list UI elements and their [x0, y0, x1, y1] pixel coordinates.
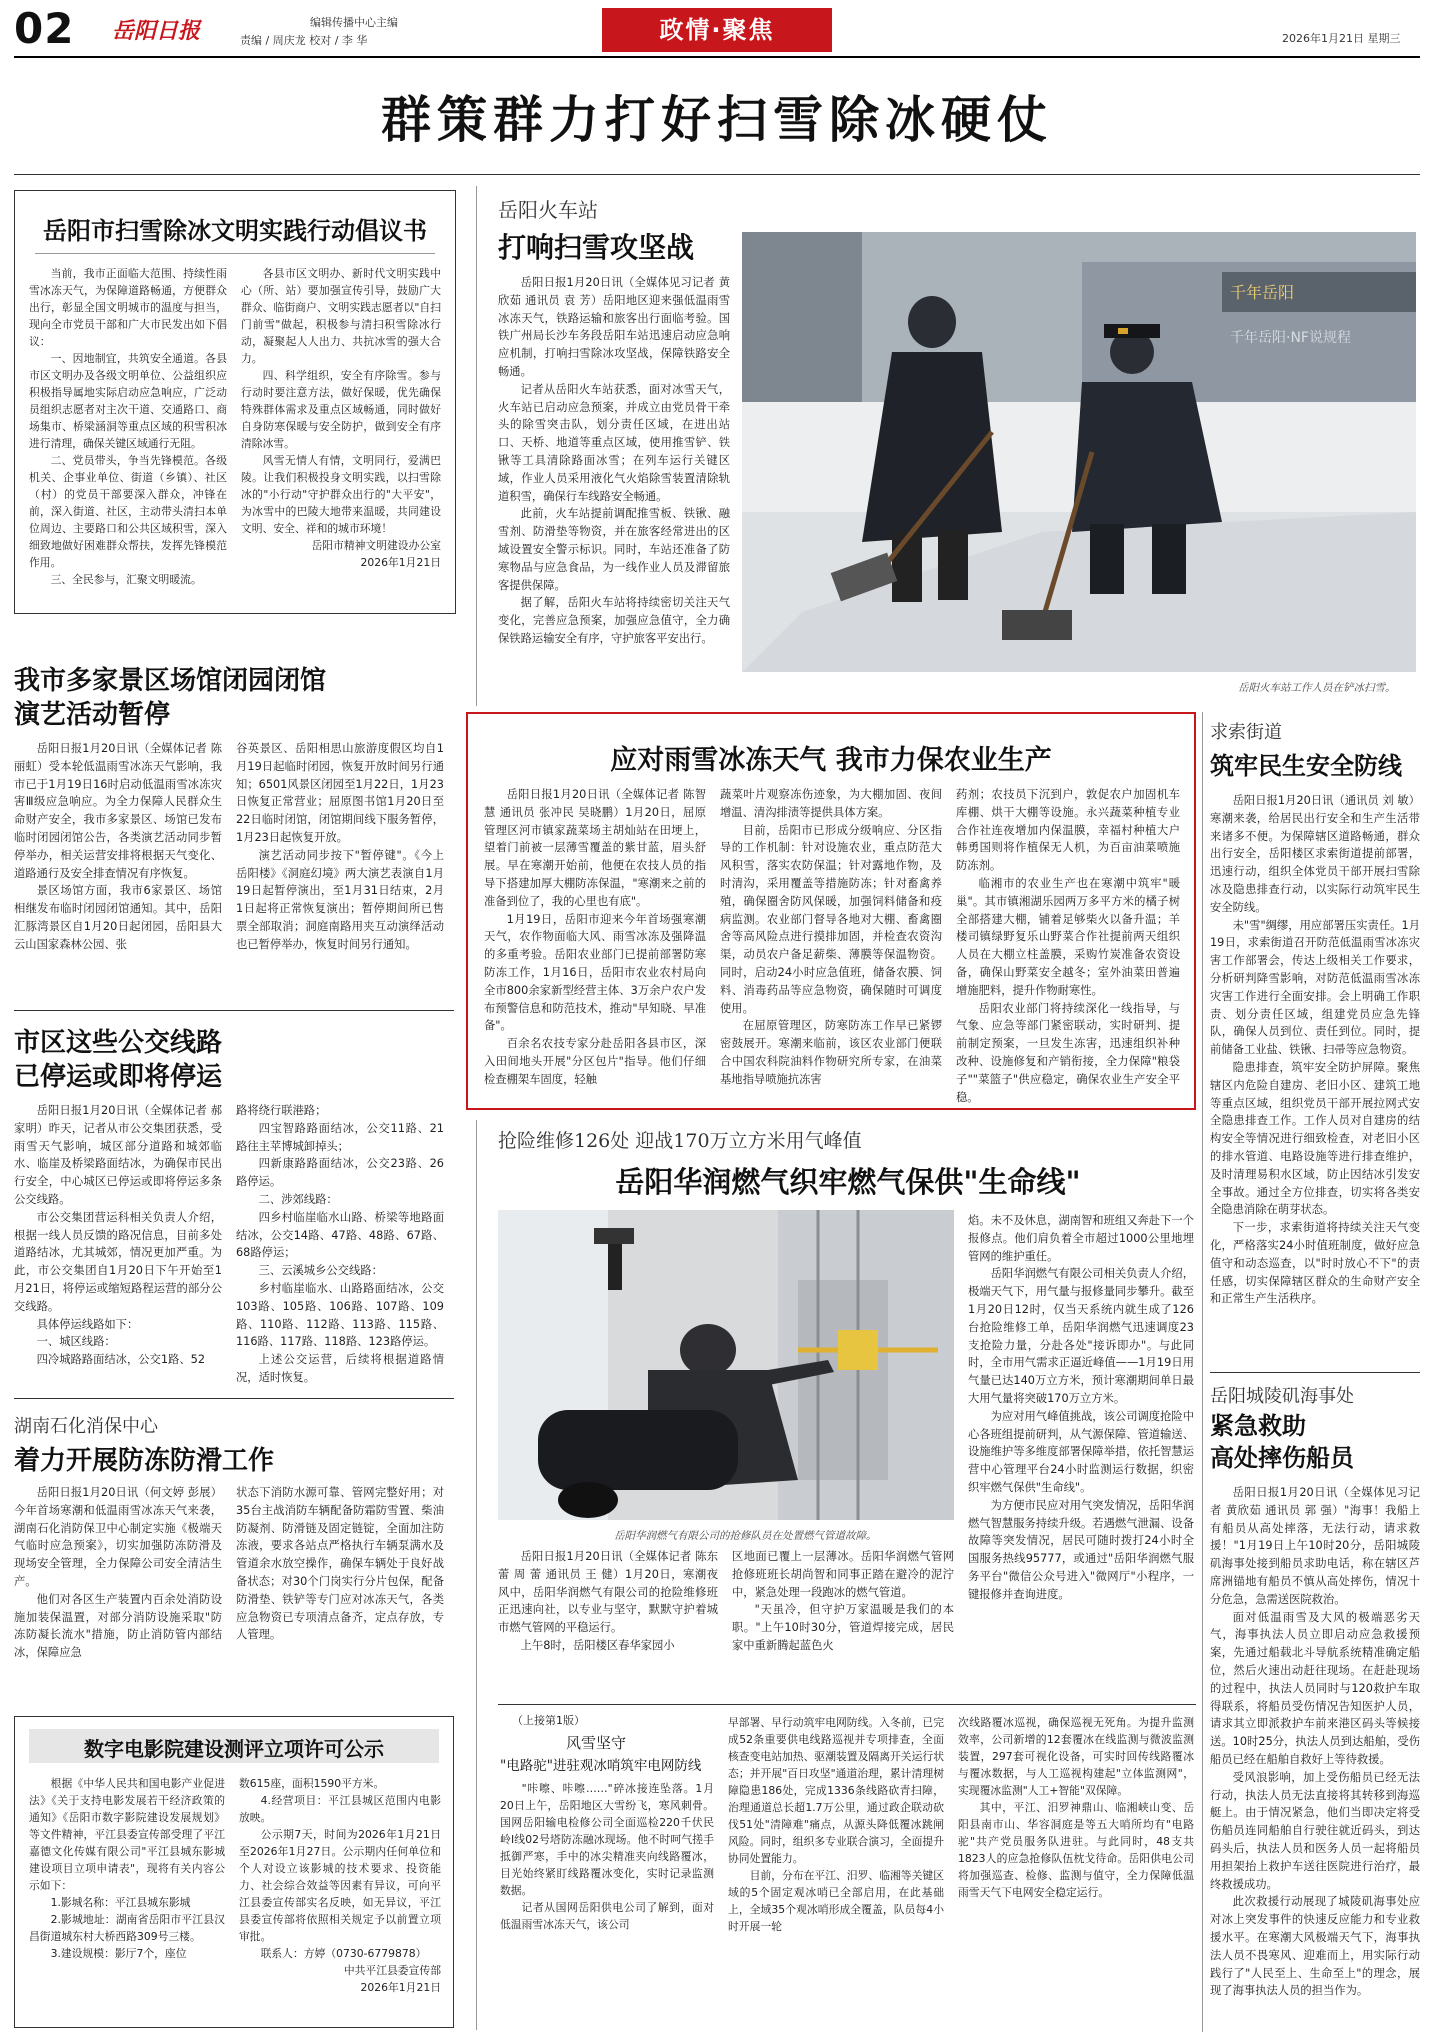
- grid-col-1: "咔嚓、咔嚓……"碎冰接连坠落。1月20日上午，岳阳地区大雪纷飞，寒风刺骨。国网岳阳输电检修公司全面巡检220千伏民岭I线02号塔防冻融冰现场。他不时呵气搓手抵御严寒，手中的冰尖精准夹向线路覆冰，目光始终紧盯线路覆冰变化，实时记录监测数据。 记者从国网岳阳供电公司了解到，面对低温雨雪冰冻天气，该公司: [500, 1782, 714, 1931]
- bus-col-1: 岳阳日报1月20日讯（全媒体记者 郝家明）昨天，记者从市公交集团获悉，受雨雪天气影响，城区部分道路和城郊临水、临崖及桥梁路面结冰，为确保市民出行安全，中心城区已停运或即将停运多条公交线路。 市公交集团营运科相关负责人介绍，根据一线人员反馈的路况信息，目前多处道路结冰，尤其城郊，情况更加严重。为此，市公交集团自1月20日下午开始至1月21日，将停运或缩短路程运营的部分公交线路。 具体停运线路如下： 一、城区线路： 四冷城路路面结冰，公交1路、52: [14, 1104, 222, 1367]
- grid-col-3: 次线路覆冰巡视，确保巡视无死角。为提升监测效率，公司新增的12套覆冰在线监测与微波监测装置，297套可视化设备，可实时回传线路覆冰与覆冰数据，与人工巡视构建起"立体监测网"，实现覆冰监测"人工+智能"双保障。 其中，平江、汨罗神鼎山、临湘峡山变、岳阳县南市山、华容洞庭是等五大哨所均有"电路驼"共产党员服务队进驻。与此同时，48支共1823人的应急抢修队伍枕戈待命。岳阳供电公司将加强巡查、检修、监测与值守，全力保障低温雨雪天气下电网安全稳定运行。: [958, 1716, 1194, 1899]
- gas-title: 岳阳华润燃气织牢燃气保供"生命线": [615, 1165, 1081, 1199]
- editor-line-2: 责编 / 周庆龙 校对 / 李 华: [240, 34, 368, 47]
- scenic-title: 我市多家景区场馆闭园闭馆 演艺活动暂停: [14, 666, 327, 730]
- section-title: 政情·聚焦: [659, 16, 775, 44]
- maritime-kicker: 岳阳城陵矶海事处: [1210, 1386, 1354, 1407]
- grid-col-2: 早部署、早行动筑牢电网防线。入冬前，已完成52条重要供电线路巡视并专项排查，全面核查变电站加热、驱潮装置及隔离开关运行状态；并开展"百日攻坚"通道治理，累计清理树障隐患186处，完成1336条线路砍青扫障，治理通道总长超1.7万公里，通过政企联动砍伐51处"清障难"痛点，从源头降低覆冰跳闸风险。同时，组织多专业联合演习，全面提升协同处置能力。 目前，分布在平江、汨罗、临湘等关键区域的5个固定观冰哨已全部启用，在此基础上，全域35个观冰哨形成全覆盖，队员每4小时开展一轮: [728, 1716, 944, 1933]
- proposal-box: [14, 190, 456, 614]
- petro-kicker: 湖南石化消保中心: [14, 1416, 158, 1437]
- cinema-col-1: 根据《中华人民共和国电影产业促进法》《关于支持电影发展若干经济政策的通知》《岳阳市数字影院建设发展规划》等文件精神，平江县委宣传部受理了平江嘉德文化传媒有限公司"平江县城东影城建设项目立项申请表"，现将有关内容公示如下： 1.影城名称：平江县城东影城 2.影城地址：湖南省岳阳市平江县汉昌街道城东村大桥西路309号三楼。 3.建设规模：影厅7个，座位: [29, 1777, 225, 1960]
- gas-bottom-col-1: 岳阳日报1月20日讯（全媒体记者 陈东蕾 周 蕾 通讯员 王 健）1月20日，寒潮夜风中，岳阳华润燃气有限公司的抢险维修班正迅速向社，以专业与坚守，默默守护着城市燃气管网的平稳运行。 上午8时，岳阳楼区春华家园小: [498, 1550, 718, 1652]
- grid-continued: （上接第1版）: [512, 1714, 585, 1727]
- gas-rule: [498, 1704, 1196, 1705]
- bus-rule: [14, 1398, 454, 1399]
- train-kicker: 岳阳火车站: [498, 198, 598, 222]
- petro-col-2: 状态下消防水源可靠、管网完整好用；对35台主战消防车辆配备防霜防雪置、柴油防凝剂、防滑链及固定链锭，全面加注防冻液，要求各站点严格执行车辆泵满水及管道余水放空操作，确保车辆处于良好战备状态；对30个门岗实行分片包保，配备防滑垫、铁铲等专门应对冰冻天气，各类应急物资已专项清点备齐，定点存放，专人管理。: [236, 1486, 444, 1642]
- cinema-title: 数字电影院建设测评立项许可公示: [84, 1737, 384, 1761]
- column-divider-right: [1202, 712, 1203, 2032]
- train-title: 打响扫雪攻坚战: [498, 231, 695, 264]
- qiusuo-body: 岳阳日报1月20日讯（通讯员 刘 敏）寒潮来袭，给居民出行安全和生产生活带来诸多不便。为保障辖区道路畅通，群众出行安全，岳阳楼区求索街道提前部署，迅速行动，组织全体党员干部开展扫雪除冰及隐患排查行动，以实际行动筑牢民生安全防线。 未"雪"绸缪，用应部署压实责任。1月19日，求索街道召开防范低温雨雪冰冻灾害工作部署会，传达上级相关工作要求，分析研判降雪影响，对防范低温雨雪冰冻灾害工作进行全面安排。会上明确工作职责、划分责任区域，组建党员应急先锋队，确保人员到位、责任到位。同时，提前储备工业盐、铁锹、扫帚等应急物资。 隐患排查，筑牢安全防护屏障。聚焦辖区内危险自建房、老旧小区、建筑工地等重点区域，组织党员干部开展拉网式安全隐患排查工作。工作人员对自建房的结构安全等情况进行细致检查，对老旧小区的排水管道、电路设施等进行排查维护，及时清理易积水区域，防止因结冰引发安全事故。通过全方位排查，切实将各类安全隐患消除在萌芽状态。 下一步，求索街道将持续关注天气变化，严格落实24小时值班制度，做好应急值守和动态巡查，以"时时放心不下"的责任感，切实保障辖区群众的生命财产安全和正常生产生活秩序。: [1210, 794, 1420, 1306]
- gas-photo-illustration: [498, 1210, 954, 1520]
- agri-col-3: 药剂；农技员下沉到户，敦促农户加固机车库棚、烘干大棚等设施。永兴蔬菜种植专业合作社连夜增加内保温膜，幸福村种植大户韩勇国则将作植保无人机，为百亩油菜喷施防冻剂。 临湘市的农业生产也在寒潮中筑牢"暖巢"。其市镇湘湖乐园两万多平方米的橘子树全部搭建大棚，铺着足够柴火以备升温；羊楼司镇绿野复乐山野菜合作社提前两天组织人员在大棚立柱盖膜，采购竹炭准备农资设备，确保山野菜安全越冬；室外油菜田普遍增施肥料，提升作物耐寒性。 岳阳农业部门将持续深化一线指导，与气象、应急等部门紧密联动，实时研判、提前制定预案，一旦发生冻害，迅速组织补种改种、设施修复和产销衔接，全力保障"粮袋子""菜篮子"供应稳定，确保农业生产安全平稳。: [956, 788, 1180, 1104]
- proposal-title-rule: [35, 253, 435, 254]
- bus-title: 市区这些公交线路 已停运或即将停运: [14, 1028, 223, 1092]
- main-headline: 群策群力打好扫雪除冰硬仗: [381, 91, 1053, 149]
- paper-name-logo: 岳阳日报: [112, 18, 201, 44]
- gas-bottom-col-2: 区地面已覆上一层薄冰。岳阳华润燃气管网抢修班班长胡尚智和同事正踏在避冷的泥泞中，紧急处理一段跑冰的燃气管道。 "天虽冷，但守护万家温暖是我们的本职。"上午10时30分，管道焊接完成，居民家中重新腾起蓝色火: [732, 1550, 954, 1652]
- agri-box: [466, 712, 1196, 1110]
- qiusuo-rule: [1210, 1372, 1420, 1373]
- grid-title: "电路驼"进驻观冰哨筑牢电网防线: [500, 1758, 702, 1774]
- gas-photo-caption: 岳阳华润燃气有限公司的抢修队员在处置燃气管道故障。: [614, 1530, 877, 1542]
- scenic-col-1: 岳阳日报1月20日讯（全媒体记者 陈丽虹）受本轮低温雨雪冰冻天气影响，我市已于1月19日16时启动低温雨雪冰冻灾害Ⅲ级应急响应。为全力保障人民群众生命财产安全，我市多家景区、场馆已发布临时闭园闭馆公告，各类演艺活动同步暂停举办，相关运营安排将根据天气变化、道路通行及安全排查情况有序恢复。 景区场馆方面，我市6家景区、场馆相继发布临时闭园闭馆通知。其中，岳阳汇豚湾景区自1月20日起闭园，岳阳县大云山国家森林公园、张: [14, 742, 222, 951]
- cinema-box: [14, 1716, 454, 2028]
- petro-title: 着力开展防冻防滑工作: [14, 1446, 275, 1476]
- qiusuo-kicker: 求索街道: [1210, 722, 1282, 743]
- banner-rule: [14, 174, 1420, 175]
- station-sign-2: 千年岳阳·NF说规程: [1230, 330, 1351, 346]
- maritime-title: 紧急救助 高处摔伤船员: [1210, 1412, 1354, 1472]
- train-photo-caption: 岳阳火车站工作人员在铲冰扫雪。: [1238, 682, 1396, 694]
- train-photo: [742, 232, 1416, 672]
- agri-title: 应对雨雪冰冻天气 我市力保农业生产: [610, 745, 1052, 776]
- column-divider-left: [476, 186, 477, 706]
- maritime-body: 岳阳日报1月20日讯（全媒体见习记者 黄欣茹 通讯员 郭 强）"海事！我船上有船员从高处摔落，无法行动，请求救援！"1月19日上午10时20分，岳阳城陵矶海事处接到船员求助电话，称在辖区芦席洲锚地有船员不慎从高处摔伤，情况十分危急，急需送医院救治。 面对低温雨雪及大风的极端恶劣天气，海事执法人员立即启动应急救援预案，先通过船载北斗导航系统精准确定船位，然后火速出动赶往现场。在赶赴现场的过程中，执法人员同时与120救护车取得联系，将船员受伤情况告知医护人员，请求其立即派救护车前来港区码头等候接送。10时25分，执法人员到达船舶，受伤船员已经在船舶自救好上等待救援。 受风浪影响，加上受伤船员已经无法行动，执法人员无法直接将其转移到海巡艇上。由于情况紧急，他们当即决定将受伤船员连同船舶自行驶往就近码头，到达码头后，执法人员和医务人员一起将船员用担架抬上救护车送往医院进行治疗，最终救援成功。 此次救援行动展现了城陵矶海事处应对冰上突发事件的快速反应能力和专业救援水平。在寒潮大风极端天气下，海事执法人员不畏寒风、迎难而上，用实际行动践行了"人民至上、生命至上"的理念，展现了海事执法人员的担当作为。: [1210, 1486, 1420, 1998]
- train-photo-illustration: [742, 232, 1416, 672]
- proposal-title: 岳阳市扫雪除冰文明实践行动倡议书: [43, 217, 427, 245]
- proposal-col-2: 各县市区文明办、新时代文明实践中心（所、站）要加强宣传引导，鼓励广大群众、临街商户、文明实践志愿者以"自扫门前雪"做起，积极参与清扫积雪除冰行动，凝聚起人人出力、共抗冰雪的强大合力。 四、科学组织，安全有序除雪。参与行动时要注意方法，做好保暖，优先确保特殊群体需求及重点区域畅通，同时做好自身防寒保暖与安全防护，做到安全有序清除冰雪。 风雪无情人有情，文明同行，爱满巴陵。让我们积极投身文明实践，以扫雪除冰的"小行动"守护群众出行的"大平安"，为冰雪中的巴陵大地带来温暖，共同建设文明、安全、祥和的城市环境！ 岳阳市精神文明建设办公室 2026年1月21日: [241, 267, 441, 569]
- column-divider-lower-left: [476, 1120, 477, 2030]
- gas-kicker: 抢险维修126处 迎战170万立方米用气峰值: [498, 1130, 862, 1152]
- page-number: 02: [14, 4, 75, 53]
- section-banner: [602, 8, 832, 52]
- cinema-col-2: 数615座，面积1590平方米。 4.经营项目：平江县城区范围内电影放映。 公示期7天，时间为2026年1月21日至2026年1月27日。公示期内任何单位和个人对设立该影城的技术要求、投资能力、社会综合效益等因素有异议，可向平江县委宣传部实名反映，如无异议，平江县委宣传部将依照相关规定予以前置立项审批。 联系人：方婷（0730-6779878） 中共平江县委宣传部 2026年1月21日: [239, 1777, 441, 1994]
- qiusuo-title: 筑牢民生安全防线: [1210, 752, 1402, 780]
- bus-col-2: 路将绕行联港路； 四宝智路路面结冰，公交11路、21路往主苹博城卸掉头； 四新康路路面结冰，公交23路、26路停运。 二、涉郊线路： 四乡村临崖临水山路、桥梁等地路面结冰，公交14路、47路、48路、67路、68路停运； 三、云溪城乡公交线路： 乡村临崖临水、山路路面结冰，公交103路、105路、106路、107路、109路、110路、112路、113路、115路、116路、117路、118路、123路停运。 上述公交运营，后续将根据道路情况，适时恢复。: [236, 1104, 444, 1384]
- petro-col-1: 岳阳日报1月20日讯（何文婷 彭展）今年首场寒潮和低温雨雪冰冻天气来袭，湖南石化消防保卫中心制定实施《极端天气临时应急预案》，切实加强防冻防滑及现场安全管理，全力保障公司安全清洁生产。 他们对各区生产装置内百余处消防设施加装保温置，对部分消防设施采取"防冻防凝长流水"措施，防止消防管内部结冰，保障应急: [14, 1486, 222, 1660]
- agri-col-2: 蔬菜叶片观察冻伤迹象，为大棚加固、夜间增温、清沟排渍等提供具体方案。 目前，岳阳市已形成分级响应、分区指导的工作机制：针对设施农业，重点防范大风积雪，落实农防保温；针对露地作物，及时清沟，采用覆盖等措施防冻；针对畜禽养殖，确保圈舍防风保暖，加强饲料储备和疫病监测。农业部门督导各地对大棚、畜禽圈舍等高风险点进行摸排加固，并检查农资沟渠，动员农户备足薪柴、薄膜等保温物资。同时，启动24小时应急值班，储备农膜、饲料、消毒药品等应急物资，确保随时可调度使用。 在屈原管理区，防寒防冻工作早已紧锣密鼓展开。寒潮来临前，该区农业部门便联合中国农科院油料作物研究所专家，在油菜基地指导喷施抗冻害: [720, 788, 942, 1086]
- agri-col-1: 岳阳日报1月20日讯（全媒体记者 陈智慧 通讯员 张冲民 吴晓鹏）1月20日，屈原管理区河市镇家蔬菜场主胡灿站在田埂上，望着门前被一层薄雪覆盖的紫甘蓝，眉头舒展。早在寒潮开始前，他便在农技人员的指导下搭建加厚大棚防冻保温，"寒潮来之前的准备到位了，我的心里也有底"。 1月19日，岳阳市迎来今年首场强寒潮天气，农作物面临大风、雨雪冰冻及强降温的多重考验。岳阳农业部门已提前部署防寒防冻工作，1月16日，岳阳市农业农村局向全市800余家新型经营主体、3万余户农户发布预警信息和防范技术，推动"早知晓、早准备"。 百余名农技专家分赴岳阳各县市区，深入田间地头开展"分区包片"指导。他们仔细检查棚架车固度，轻触: [484, 788, 706, 1086]
- scenic-rule: [14, 1010, 454, 1011]
- train-body: 岳阳日报1月20日讯（全媒体见习记者 黄欣茹 通讯员 袁 芳）岳阳地区迎来强低温雨雪冰冻天气，铁路运输和旅客出行面临考验。国铁广州局长沙车务段岳阳车站迅速启动应急响应机制，打响扫雪除冰攻坚战，保障铁路安全畅通。 记者从岳阳火车站获悉，面对冰雪天气，火车站已启动应急预案，并成立由党员骨干牵头的除雪突击队，划分责任区域，在进出站口、天桥、地道等重点区域，使用推雪铲、铁锹等工具清除路面冰雪；在列车运行关键区域，作业人员采用液化气火焰除雪装置清除轨道积雪，确保行车线路安全畅通。 此前，火车站提前调配推雪板、铁锹、融雪剂、防滑垫等物资，并在旅客经常进出的区域设置安全警示标识。同时，车站还准备了防寒物品与应急食品，为一线作业人员及滞留旅客提供保障。 据了解，岳阳火车站将持续密切关注天气变化，完善应急预案，加强应急值守，全力确保铁路运输安全有序，守护旅客平安出行。: [498, 276, 730, 645]
- editor-line-1: 编辑传播中心主编: [310, 16, 398, 29]
- masthead-rule: [14, 56, 1420, 58]
- grid-kicker: 风雪坚守: [566, 1734, 627, 1752]
- scenic-col-2: 谷英景区、岳阳相思山旅游度假区均自1月19日起临时闭园，恢复开放时间另行通知；6501风景区闭园至1月22日，1月23日恢复正常营业；屈原图书馆1月20日至22日临时闭馆，闭馆期间线下服务暂停，1月23日起恢复开放。 演艺活动同步按下"暂停键"。《今上岳阳楼》《洞庭幻境》两大演艺表演自1月19日起暂停演出，至1月31日结束，2月1日起将正常恢复演出；暂停期间所已售票全部取消；洞庭南路用夹互动演绎活动也已暂停举办，恢复时间另行通知。: [236, 742, 444, 951]
- gas-photo: [498, 1210, 954, 1520]
- proposal-col-1: 当前，我市正面临大范围、持续性雨雪冰冻天气，为保障道路畅通，方便群众出行，彰显全国文明城市的温度与担当，现向全市党员干部和广大市民发出如下倡议： 一、因地制宜，共筑安全通道。各县市区文明办及各级文明单位、公益组织应积极指导属地实际启动应急响应，广泛动员组织志愿者对主次干道、交通路口、商场集市、桥梁涵洞等重点区域的积雪积冰进行清理，确保关键区域通行无阻。 二、党员带头，争当先锋模范。各级机关、企事业单位、街道（乡镇）、社区（村）的党员干部要深入群众，冲锋在前，深入街道、社区，主动带头清扫本单位周边、主要路口和公共区域积雪，深入细致地做好困难群众帮扶，发挥先锋模范作用。 三、全民参与，汇聚文明暖流。: [29, 267, 227, 586]
- gas-right-col: 焰。未不及休息，湖南智和班组又奔赴下一个报修点。他们肩负着全市超过1000公里地埋管网的维护重任。 岳阳华润燃气有限公司相关负责人介绍，极端天气下，用气量与报修量同步攀升。截至1月20日12时，仅当天系统内就生成了126台抢险维修工单，岳阳华润燃气迅速调度23支抢险力量，分赴各处"接诉即办"。与此同时，全市用气需求正逼近峰值——1月19日用气量已达140万立方米，预计寒潮期间单日最大用气量将突破170万立方米。 为应对用气峰值挑战，该公司调度抢险中心各班组提前研判，从气源保障、管道输送、设施维护等多维度部署保障举措，依托智慧运营中心管理平台24小时监测运行数据，织密织牢燃气保供"生命线"。 为方便市民应对用气突发情况，岳阳华润燃气智慧服务持续升级。若遇燃气泄漏、设备故障等突发情况，居民可随时拨打24小时全国服务热线95777，或通过"岳阳华润燃气服务平台"微信公众号进入"微网厅"小程序，一键报修并查询进度。: [968, 1214, 1194, 1601]
- station-sign-1: 千年岳阳: [1230, 283, 1295, 302]
- date-line: 2026年1月21日 星期三: [1282, 32, 1401, 45]
